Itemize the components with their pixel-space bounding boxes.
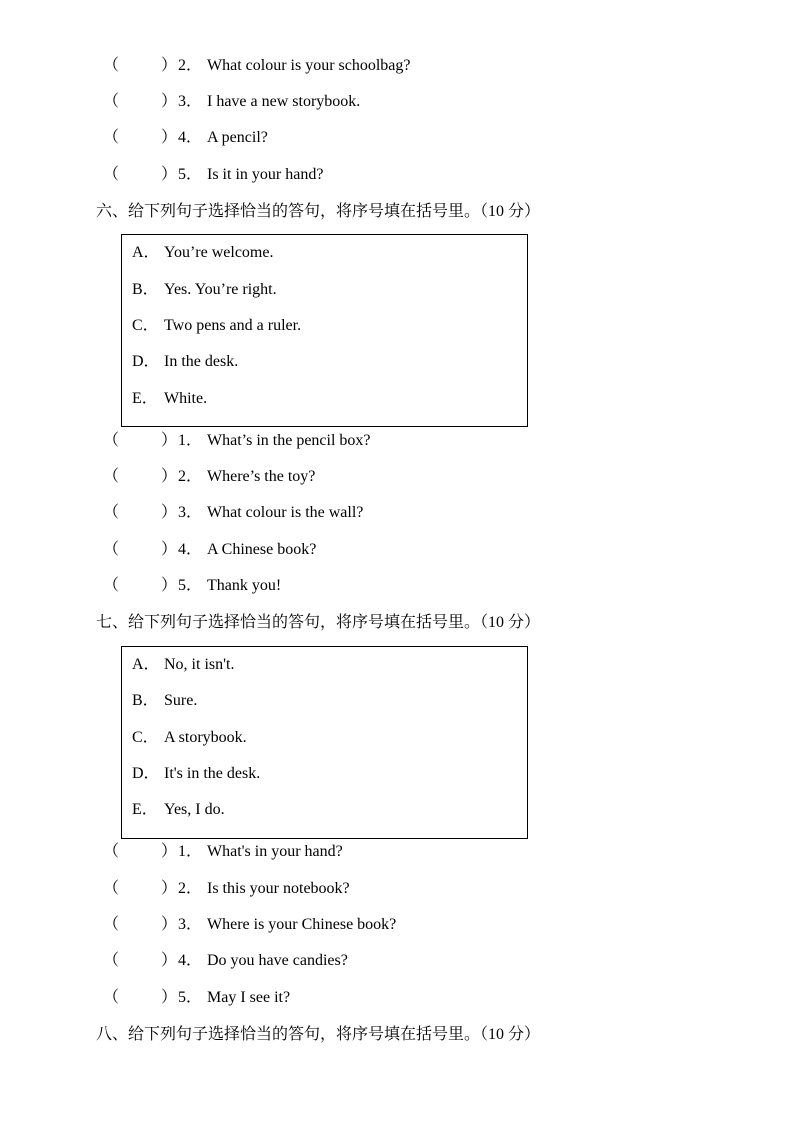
section-score: （10 分） [480, 614, 541, 631]
question-text: A Chinese book? [207, 541, 317, 558]
question-number: 3． [178, 93, 203, 110]
question-text: What’s in the pencil box? [207, 432, 371, 449]
section-heading-8 [96, 1022, 540, 1046]
option-text: Yes. You’re right. [164, 281, 277, 298]
option-item [132, 388, 207, 410]
option-letter: A． [132, 244, 160, 261]
option-text: White. [164, 390, 208, 407]
question-text: What colour is your schoolbag? [207, 57, 411, 74]
option-letter: C． [132, 317, 159, 334]
answer-blank-open: （ [103, 989, 120, 1006]
option-text: Two pens and a ruler. [164, 317, 302, 334]
question-number: 2． [178, 880, 203, 897]
option-item [132, 727, 247, 749]
question-text: A pencil? [207, 129, 268, 146]
option-letter: B． [132, 281, 159, 298]
question-number: 3． [178, 916, 203, 933]
question-text: Do you have candies? [207, 952, 348, 969]
option-text: In the desk. [164, 353, 239, 370]
question-text: Where is your Chinese book? [207, 916, 397, 933]
answer-blank-open: （ [103, 129, 120, 146]
option-item [132, 654, 234, 676]
answer-blank-close: ） [161, 468, 178, 485]
answer-blank-close: ） [161, 843, 178, 860]
option-letter: D． [132, 353, 160, 370]
answer-blank-close: ） [161, 432, 178, 449]
answer-blank-open: （ [103, 843, 120, 860]
answer-blank-close: ） [161, 504, 178, 521]
answer-blank-close: ） [161, 880, 178, 897]
question-text: Thank you! [207, 577, 282, 594]
option-text: Yes, I do. [164, 801, 225, 818]
question-number: 1． [178, 432, 203, 449]
question-text: What's in your hand? [207, 843, 343, 860]
question-text: I have a new storybook. [207, 93, 361, 110]
answer-blank-close: ） [161, 166, 178, 183]
answer-blank-close: ） [161, 93, 178, 110]
question-number: 1． [178, 843, 203, 860]
answer-blank-open: （ [103, 468, 120, 485]
answer-blank-open: （ [103, 916, 120, 933]
question-number: 3． [178, 504, 203, 521]
section-title: 八、给下列句子选择恰当的答句，将序号填在括号里。 [96, 1024, 481, 1043]
answer-blank-close: ） [161, 57, 178, 74]
question-number: 4． [178, 952, 203, 969]
options-box [121, 234, 528, 427]
option-letter: B． [132, 692, 159, 709]
option-item [132, 799, 225, 821]
answer-blank-open: （ [103, 432, 120, 449]
answer-blank-close: ） [161, 577, 178, 594]
question-number: 2． [178, 57, 203, 74]
answer-blank-close: ） [161, 952, 178, 969]
question-number: 4． [178, 541, 203, 558]
option-item [132, 315, 301, 337]
answer-blank-open: （ [103, 57, 120, 74]
option-text: A storybook. [164, 729, 247, 746]
section-heading-7 [96, 610, 540, 634]
section-score: （10 分） [480, 203, 541, 220]
section-title: 六、给下列句子选择恰当的答句，将序号填在括号里。 [96, 201, 481, 220]
answer-blank-open: （ [103, 504, 120, 521]
option-text: Sure. [164, 692, 198, 709]
option-letter: D． [132, 765, 160, 782]
answer-blank-open: （ [103, 166, 120, 183]
option-item [132, 279, 277, 301]
answer-blank-close: ） [161, 541, 178, 558]
question-text: What colour is the wall? [207, 504, 364, 521]
option-letter: C． [132, 729, 159, 746]
answer-blank-close: ） [161, 129, 178, 146]
option-letter: E． [132, 390, 158, 407]
section-title: 七、给下列句子选择恰当的答句，将序号填在括号里。 [96, 612, 481, 631]
options-box [121, 646, 528, 839]
section-heading-6 [96, 199, 540, 223]
question-number: 5． [178, 166, 203, 183]
question-number: 5． [178, 577, 203, 594]
option-text: No, it isn't. [164, 656, 235, 673]
option-item [132, 763, 260, 785]
answer-blank-open: （ [103, 880, 120, 897]
option-letter: A． [132, 656, 160, 673]
question-number: 4． [178, 129, 203, 146]
answer-blank-open: （ [103, 541, 120, 558]
question-number: 5． [178, 989, 203, 1006]
option-item [132, 690, 197, 712]
section-score: （10 分） [480, 1026, 541, 1043]
answer-blank-close: ） [161, 989, 178, 1006]
option-item [132, 351, 238, 373]
question-number: 2． [178, 468, 203, 485]
answer-blank-open: （ [103, 952, 120, 969]
answer-blank-open: （ [103, 577, 120, 594]
question-text: May I see it? [207, 989, 291, 1006]
option-letter: E． [132, 801, 158, 818]
option-text: You’re welcome. [164, 244, 274, 261]
question-text: Where’s the toy? [207, 468, 316, 485]
option-text: It's in the desk. [164, 765, 261, 782]
question-text: Is this your notebook? [207, 880, 350, 897]
question-text: Is it in your hand? [207, 166, 324, 183]
answer-blank-close: ） [161, 916, 178, 933]
option-item [132, 242, 273, 264]
answer-blank-open: （ [103, 93, 120, 110]
